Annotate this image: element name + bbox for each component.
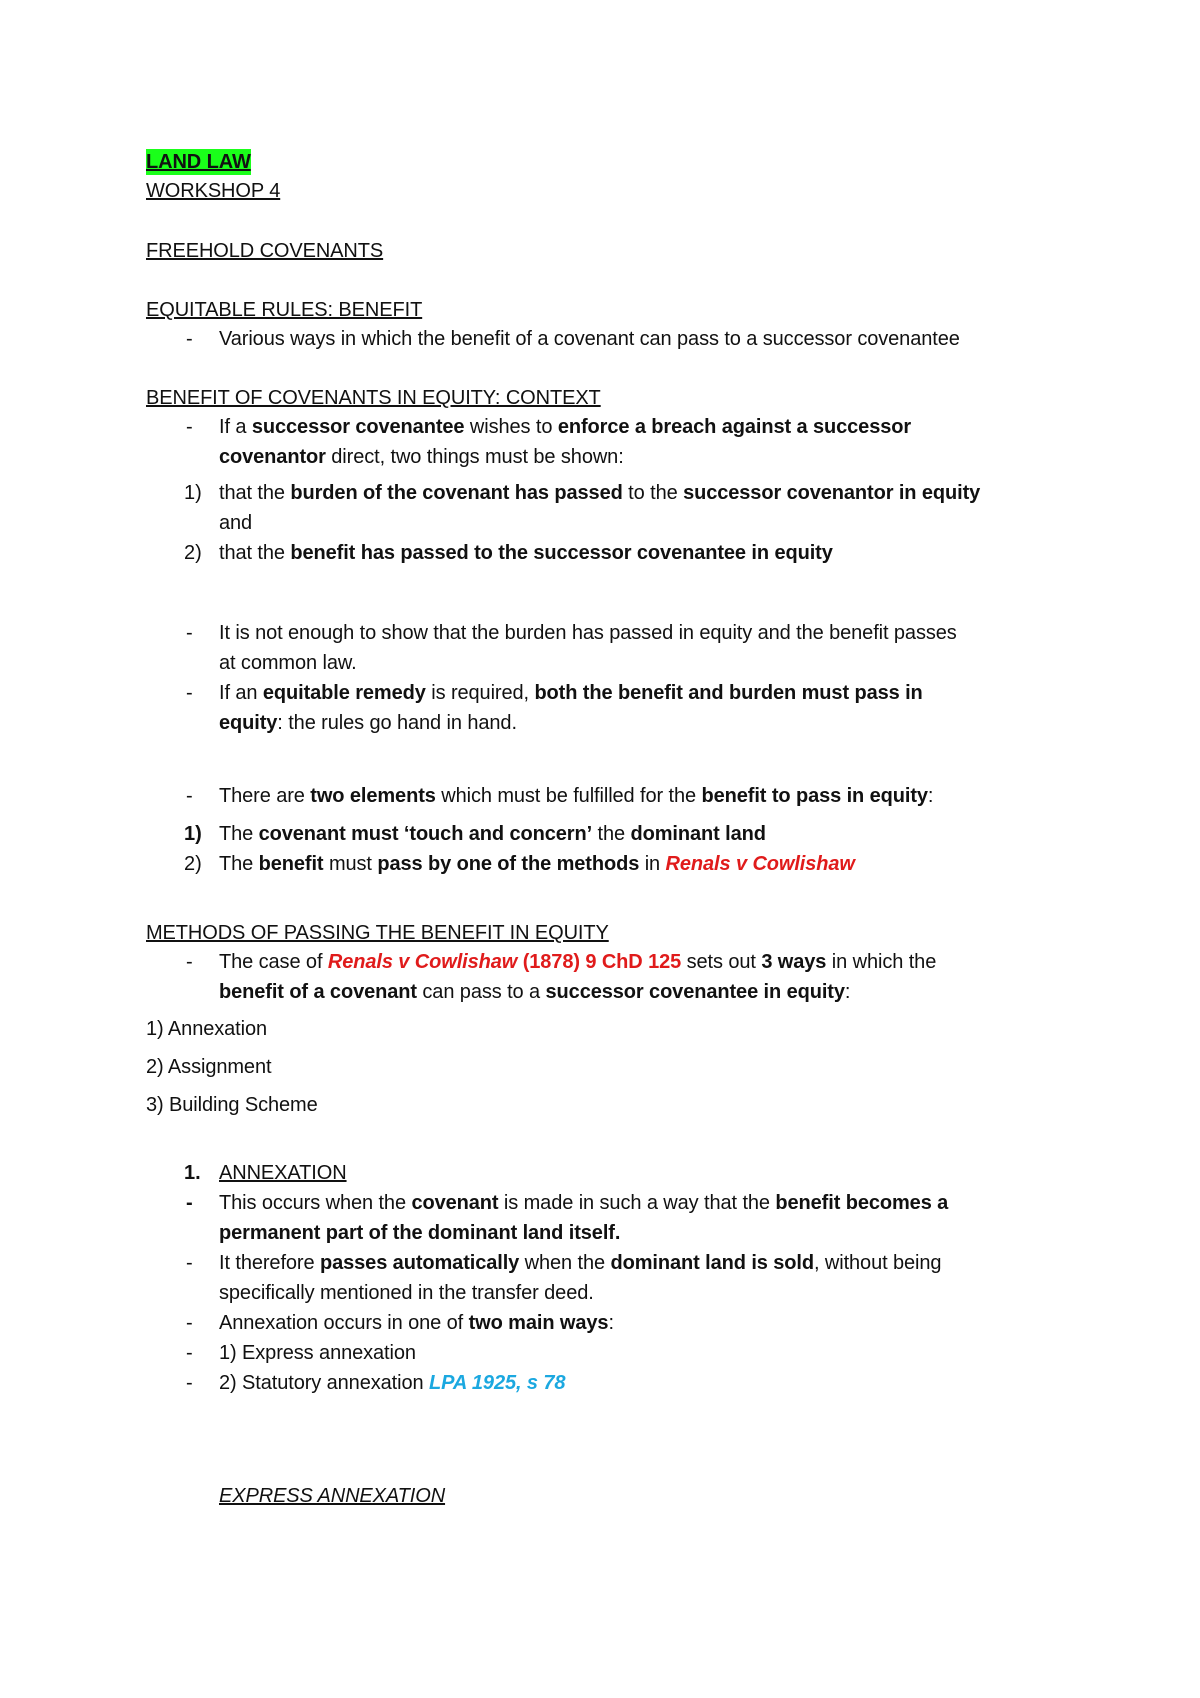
topic-heading: FREEHOLD COVENANTS bbox=[146, 240, 384, 262]
bullet-dash: - bbox=[186, 1372, 193, 1394]
bullet-dash: - bbox=[186, 1252, 193, 1274]
method-item-annexation: 1) Annexation bbox=[146, 1018, 268, 1040]
bullet-text: 2) Statutory annexation LPA 1925, s 78 bbox=[219, 1372, 566, 1394]
doc-title: LAND LAW bbox=[146, 151, 251, 173]
list-item-text: The benefit must pass by one of the methods in Renals v Cowlishaw bbox=[219, 853, 855, 875]
bullet-dash: - bbox=[186, 951, 193, 973]
bullet-text: 1) Express annexation bbox=[219, 1342, 416, 1364]
method-item-assignment: 2) Assignment bbox=[146, 1056, 272, 1078]
list-number: 1) bbox=[184, 823, 202, 845]
list-item-text: that the burden of the covenant has passed to the successor covenantor in equity bbox=[219, 482, 981, 504]
bullet-text: Various ways in which the benefit of a covenant can pass to a successor covenantee bbox=[219, 328, 960, 350]
list-number: 2) bbox=[184, 542, 202, 564]
section-heading-annexation: ANNEXATION bbox=[219, 1162, 347, 1184]
bullet-text-continued: covenantor direct, two things must be shown: bbox=[219, 446, 624, 468]
case-citation: Renals v Cowlishaw bbox=[665, 853, 855, 875]
bullet-text: If a successor covenantee wishes to enforce a breach against a successor bbox=[219, 416, 912, 438]
case-reference: (1878) 9 ChD 125 bbox=[517, 951, 682, 973]
bullet-text: It therefore passes automatically when the dominant land is sold, without being bbox=[219, 1252, 942, 1274]
section-heading-equitable-rules: EQUITABLE RULES: BENEFIT bbox=[146, 299, 423, 321]
bullet-text: There are two elements which must be fulfilled for the benefit to pass in equity: bbox=[219, 785, 934, 807]
list-number: 2) bbox=[184, 853, 202, 875]
section-heading-methods: METHODS OF PASSING THE BENEFIT IN EQUITY bbox=[146, 922, 609, 944]
bullet-dash: - bbox=[186, 682, 193, 704]
bullet-dash: - bbox=[186, 416, 193, 438]
section-number: 1. bbox=[184, 1162, 201, 1184]
bullet-text: This occurs when the covenant is made in such a way that the benefit becomes a bbox=[219, 1192, 949, 1214]
bullet-dash: - bbox=[186, 1312, 193, 1334]
bullet-text-continued: at common law. bbox=[219, 652, 357, 674]
case-citation: Renals v Cowlishaw bbox=[327, 951, 518, 973]
bullet-text-continued: equity: the rules go hand in hand. bbox=[219, 712, 517, 734]
subheading-express-annexation: EXPRESS ANNEXATION bbox=[219, 1485, 446, 1507]
list-item-text: The covenant must ‘touch and concern’ the dominant land bbox=[219, 823, 766, 845]
bullet-text: If an equitable remedy is required, both the benefit and burden must pass in bbox=[219, 682, 923, 704]
bullet-dash: - bbox=[186, 785, 193, 807]
bullet-text: It is not enough to show that the burden has passed in equity and the benefit passes bbox=[219, 622, 957, 644]
statute-citation: LPA 1925, s 78 bbox=[428, 1372, 566, 1394]
workshop-label: WORKSHOP 4 bbox=[146, 180, 281, 202]
section-heading-context: BENEFIT OF COVENANTS IN EQUITY: CONTEXT bbox=[146, 387, 601, 409]
list-item-text: that the benefit has passed to the successor covenantee in equity bbox=[219, 542, 833, 564]
bullet-dash: - bbox=[186, 1342, 193, 1364]
bullet-text: The case of Renals v Cowlishaw (1878) 9 ChD 125 sets out 3 ways in which the bbox=[219, 951, 937, 973]
bullet-text-continued: benefit of a covenant can pass to a successor covenantee in equity: bbox=[219, 981, 851, 1003]
bullet-text-continued: specifically mentioned in the transfer deed. bbox=[219, 1282, 594, 1304]
bullet-dash: - bbox=[186, 1192, 193, 1214]
bullet-dash: - bbox=[186, 328, 193, 350]
method-item-building-scheme: 3) Building Scheme bbox=[146, 1094, 318, 1116]
bullet-dash: - bbox=[186, 622, 193, 644]
bullet-text: Annexation occurs in one of two main ways: bbox=[219, 1312, 614, 1334]
bullet-text-continued: permanent part of the dominant land itself. bbox=[219, 1222, 621, 1244]
list-item-text-continued: and bbox=[219, 512, 253, 534]
list-number: 1) bbox=[184, 482, 202, 504]
